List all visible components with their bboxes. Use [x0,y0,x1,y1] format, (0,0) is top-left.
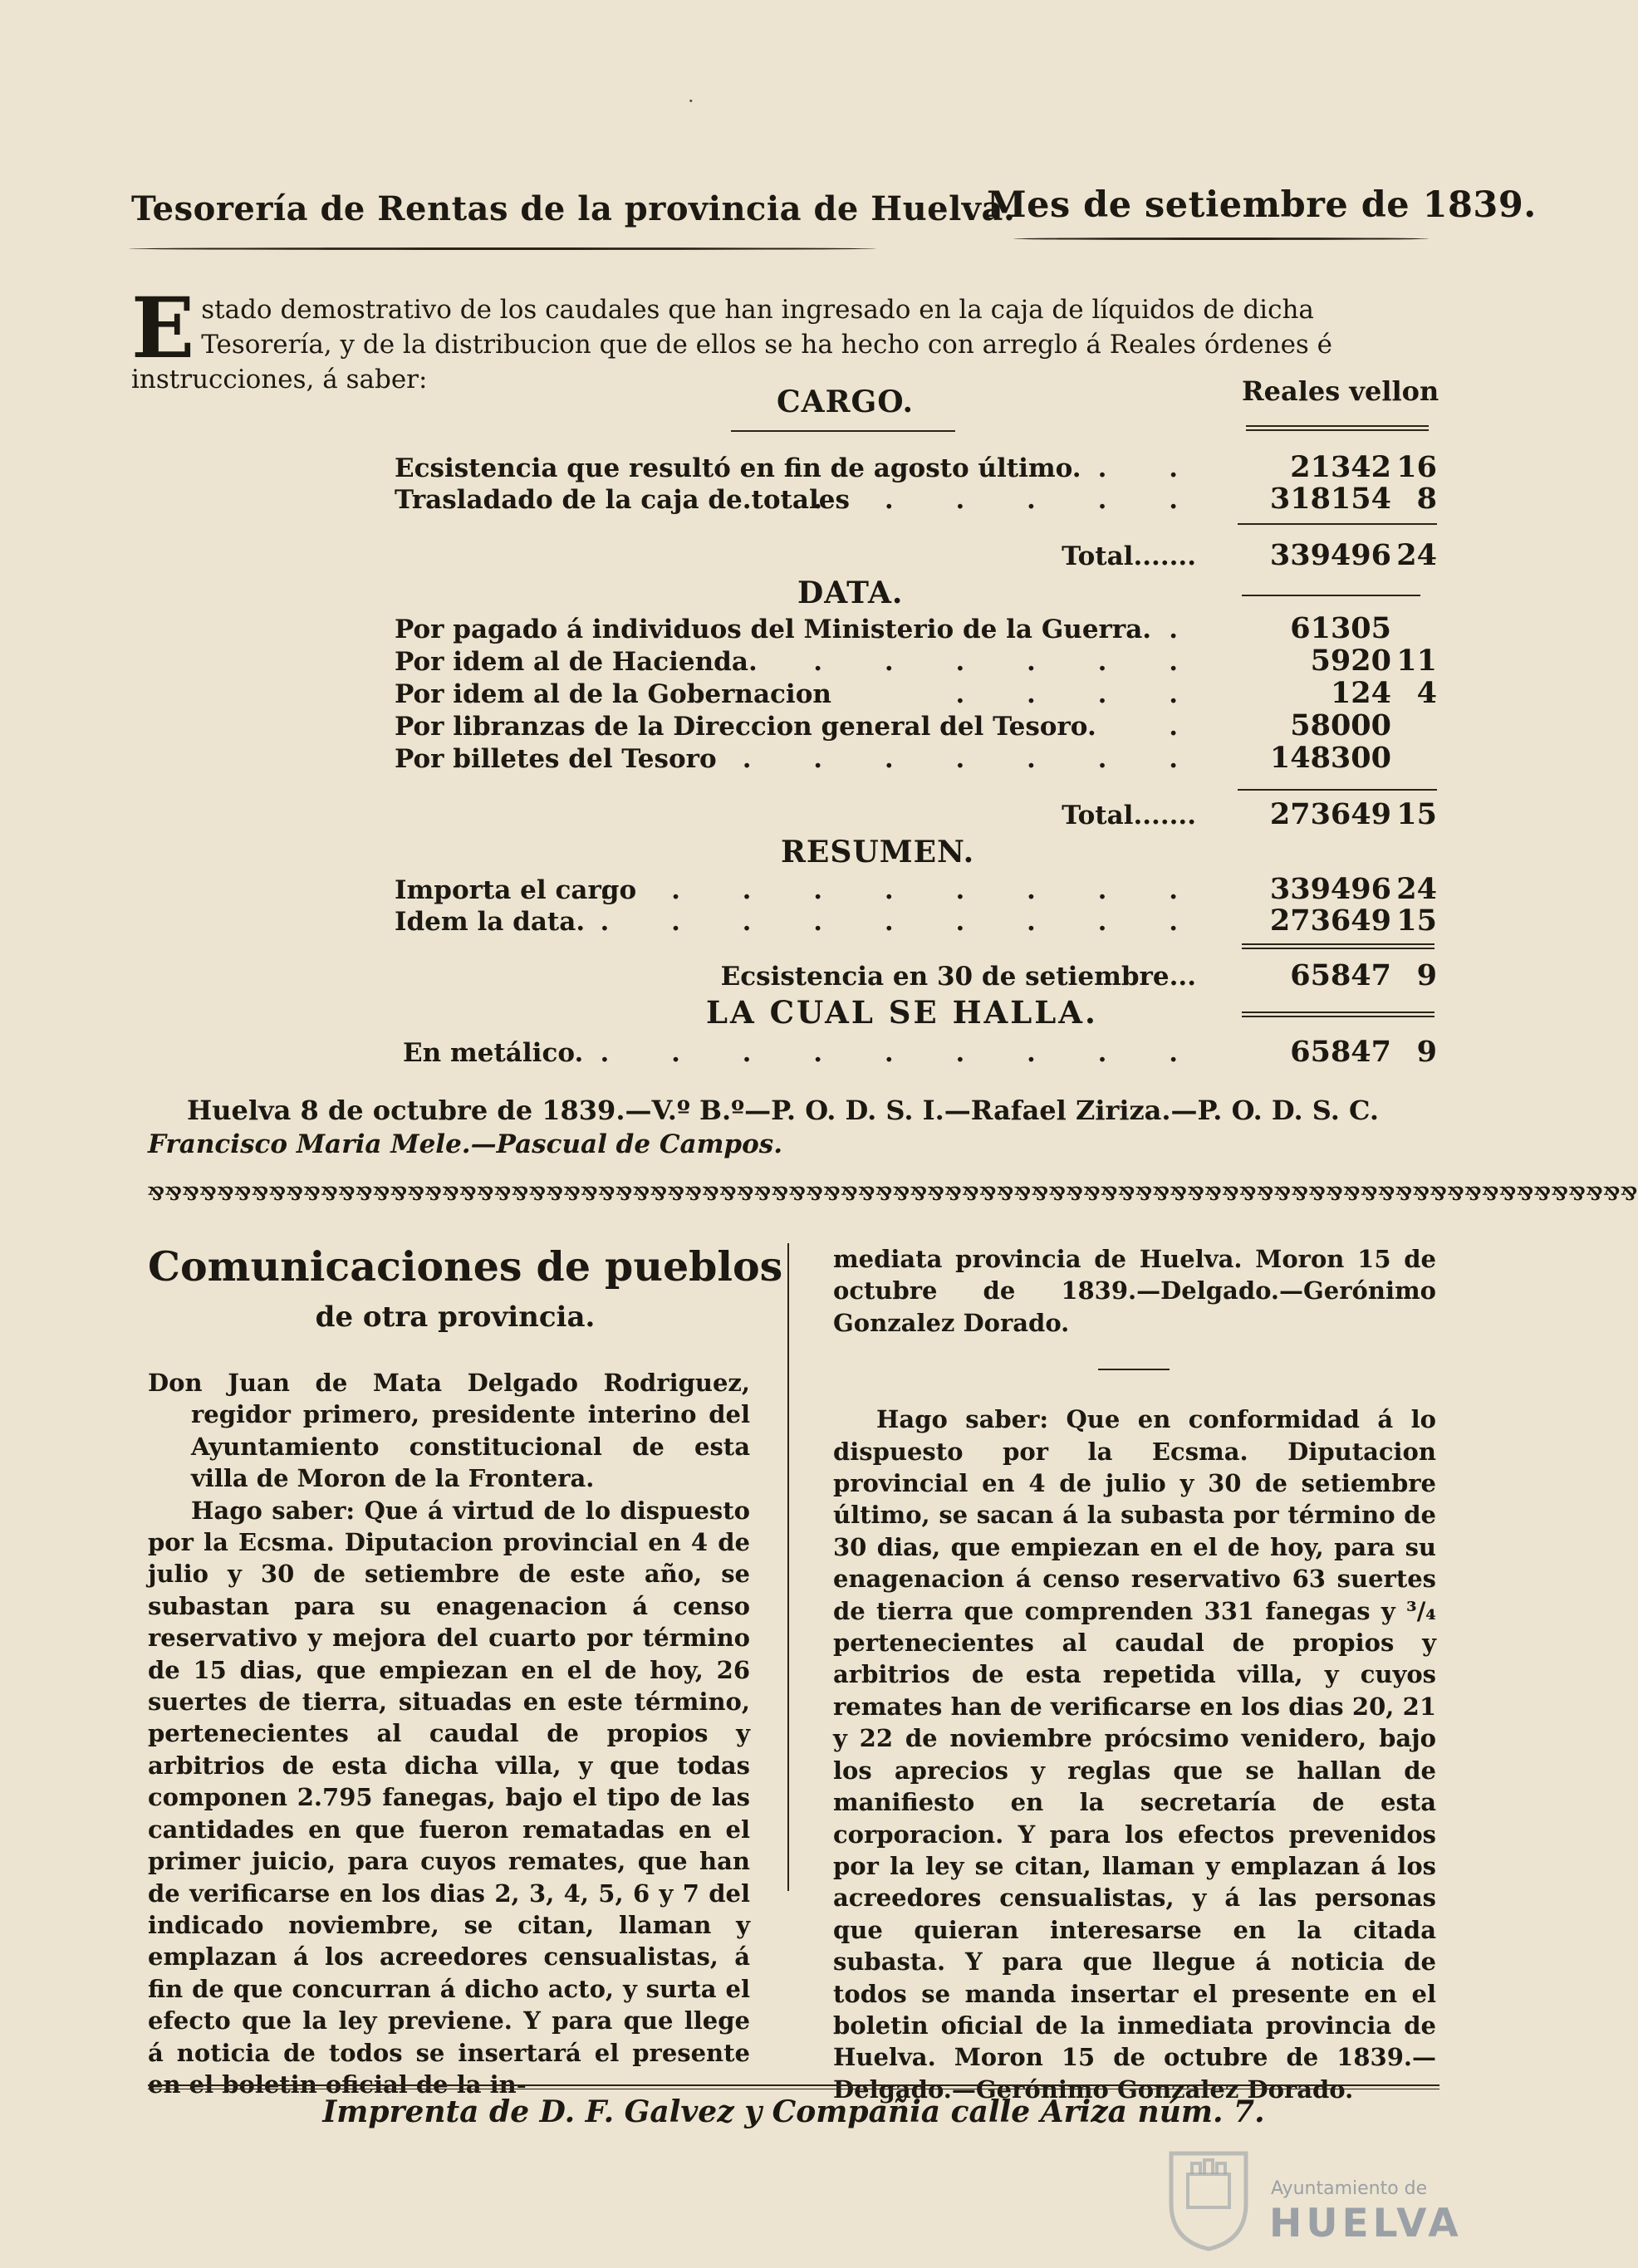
header-swash-right [1013,238,1429,240]
left-paragraph-heading: Don Juan de Mata Delgado Rodriguez, regidor primero, presidente interino del Ayuntamiento constitucional de esta villa de Moron de la Frontera. [148,1369,750,1493]
section-subtitle: de otra provincia. [315,1301,596,1334]
total-amount: 273649 [1269,797,1391,831]
header-office: Tesorería de Rentas de la provincia de Huelva. [131,189,1016,228]
total-amount: 65847 [1290,958,1391,992]
total-cents: 24 [1396,538,1437,572]
total-cents: 9 [1416,958,1437,992]
city-seal-icon [1163,2145,1254,2253]
row-leader: . . . . . . . . . [600,907,1204,937]
row-cents: 24 [1396,872,1437,906]
section-cargo-title: CARGO. [777,385,915,419]
signature-line: Huelva 8 de octubre de 1839.—V.º B.º—P. O. D. S. I.—Rafael Ziriza.—P. O. D. S. C. [187,1095,1380,1126]
left-column [148,1367,750,2100]
row-amount: 58000 [1290,708,1391,742]
row-label: Importa el cargo [395,875,637,905]
header-swash-left [129,247,876,250]
ornamental-divider: ⅋⅋⅋⅋⅋⅋⅋⅋⅋⅋⅋⅋⅋⅋⅋⅋⅋⅋⅋⅋⅋⅋⅋⅋⅋⅋⅋⅋⅋⅋⅋⅋⅋⅋⅋⅋⅋⅋⅋⅋⅋⅋⅋⅋⅋⅋⅋⅋⅋⅋⅋⅋⅋⅋⅋⅋⅋⅋⅋⅋⅋⅋⅋⅋⅋⅋⅋⅋⅋⅋⅋⅋⅋⅋⅋⅋⅋⅋⅋⅋⅋⅋⅋⅋⅋⅋ [148,1183,1638,1205]
row-amount: 273649 [1269,904,1391,938]
table-row [395,644,1437,680]
row-amount: 21342 [1290,450,1391,484]
row-label: Por libranzas de la Direccion general del Tesoro. [395,712,1096,742]
table-row [395,708,1437,745]
total-amount: 339496 [1269,538,1391,572]
cargo-total-row [395,538,1437,576]
resumen-double-rule [1242,943,1434,949]
drop-cap: E [131,279,195,377]
total-cents: 15 [1396,797,1437,831]
row-leader: . . [1097,453,1204,483]
row-label: Por idem al de Hacienda. [395,647,758,677]
row-label: Por billetes del Tesoro [395,744,717,774]
units-header: Reales vellon [1242,375,1439,407]
cargo-title-rule [731,430,955,432]
short-separator [1098,1369,1170,1370]
intro-paragraph [131,279,1435,397]
row-amount: 339496 [1269,872,1391,906]
printer-imprint: Imprenta de D. F. Galvez y Compañia calle Ariza núm. 7. [322,2094,1265,2129]
row-leader: . . . . . . [813,647,1204,677]
row-label: Por idem al de la Gobernacion [395,679,831,709]
row-amount: 148300 [1269,741,1391,775]
row-amount: 65847 [1290,1035,1391,1069]
row-cents: 11 [1396,644,1437,678]
row-label: En metálico. [403,1038,584,1068]
right-column [833,1243,1436,2105]
row-leader: . . . . . . . [742,744,1204,774]
footer-rule [148,2084,1439,2089]
section-title: Comunicaciones de pueblos [148,1242,783,1291]
row-cents: 4 [1416,676,1437,710]
row-leader: . . . . . . . [742,485,1204,515]
header-month: Mes de setiembre de 1839. [987,184,1537,226]
total-label: Ecsistencia en 30 de setiembre... [720,962,1196,992]
page-speck: · [688,90,694,113]
row-amount: 5920 [1310,644,1391,678]
row-cents: 16 [1396,450,1437,484]
watermark-line1: Ayuntamiento de [1271,2178,1428,2199]
total-label: Total....... [1062,541,1196,571]
table-row [395,676,1437,713]
row-label: Por pagado á individuos del Ministerio de la Guerra. [395,615,1152,644]
row-leader: . . . . [955,679,1204,709]
right-paragraph-continuation: mediata provincia de Huelva. Moron 15 de octubre de 1839.—Delgado.—Gerónimo Gonzalez Dorado. [833,1245,1436,1337]
row-leader: . [1169,712,1204,742]
total-label: Total....... [1062,801,1196,830]
row-label: Trasladado de la caja de totales [395,485,850,515]
subtotal-rule [1238,523,1437,525]
right-paragraph-body: Hago saber: Que en conformidad á lo dispuesto por la Ecsma. Diputacion provincial en 4 de julio y 30 de setiembre último, se sacan á la subasta por término de 30 dias, que empiezan en el de hoy, para su enagenacion á censo reservativo 63 suertes de tierra que comprenden 331 fanegas y ³/₄ pertenecientes al caudal de propios y arbitrios de esta repetida villa, y cuyos remates han de verificarse en los dias 20, 21 y 22 de noviembre prócsimo venidero, bajo los aprecios y reglas que se hallan de manifiesto en la secretaría de esta corporacion. Y para los efectos prevenidos por la ley se citan, llaman y emplazan á los acreedores censualistas, y á las personas que quieran interesarse en la citada subasta. Y para que llegue á noticia de todos se manda insertar el presente en el boletin oficial de la inmediata provincia de Huelva. Moron 15 de octubre de 1839.— Delgado.—Gerónimo Gonzalez Dorado. [833,1405,1436,2104]
row-leader: . . . . . . . . . [600,875,1204,905]
table-row [395,611,1437,648]
paragraph-spacer [833,1339,1436,1403]
signature-names: Francisco Maria Mele.—Pascual de Campos. [148,1129,783,1159]
row-leader: . . . . . . . . . [600,1038,1204,1068]
table-row [403,1035,1445,1071]
resumen-total-row [395,958,1437,997]
watermark-line2: HUELVA [1269,2201,1463,2246]
row-leader: . [1169,615,1204,644]
intro-text: stado demostrativo de los caudales que han ingresado en la caja de líquidos de dicha Tesorería, y de la distribucion que de ellos se ha hecho con arreglo á Reales órdenes é instrucciones, á saber: [131,295,1333,394]
row-label: Idem la data. [395,907,586,937]
section-data-title: DATA. [797,576,904,610]
subtotal-rule [1238,789,1437,791]
row-cents: 8 [1416,482,1437,516]
section-resumen-title: RESUMEN. [781,835,975,869]
section-halla-title: LA CUAL SE HALLA. [706,994,1098,1031]
halla-double-rule [1242,1012,1434,1017]
table-row [395,904,1437,940]
column-divider [787,1243,789,1891]
row-amount: 61305 [1290,611,1391,645]
row-amount: 124 [1330,676,1391,710]
row-cents: 15 [1396,904,1437,938]
row-amount: 318154 [1269,482,1391,516]
left-paragraph-body: Hago saber: Que á virtud de lo dispuesto por la Ecsma. Diputacion provincial en 4 de julio y 30 de setiembre de este año, se subastan para su enagenacion á censo reservativo y mejora del cuarto por término de 15 dias, que empiezan en el de hoy, 26 suertes de tierra, situadas en este término, pertenecientes al caudal de propios y arbitrios de esta dicha villa, y que todas componen 2.795 fanegas, bajo el tipo de las cantidades en que fueron rematadas en el primer juicio, para cuyos remates, que han de verificarse en los dias 2, 3, 4, 5, 6 y 7 del indicado noviembre, se citan, llaman y emplazan á los acreedores censualistas, á fin de que concurran á dicho acto, y surta el efecto que la ley previene. Y para que llege á noticia de todos se insertará el presente en el boletin oficial de la in- [148,1496,750,2099]
units-double-rule [1246,425,1429,431]
table-row [395,482,1437,518]
table-row [395,741,1437,777]
row-cents: 9 [1416,1035,1437,1069]
data-rule [1242,595,1420,596]
data-total-row [395,797,1437,835]
row-label: Ecsistencia que resultó en fin de agosto último. [395,453,1081,483]
